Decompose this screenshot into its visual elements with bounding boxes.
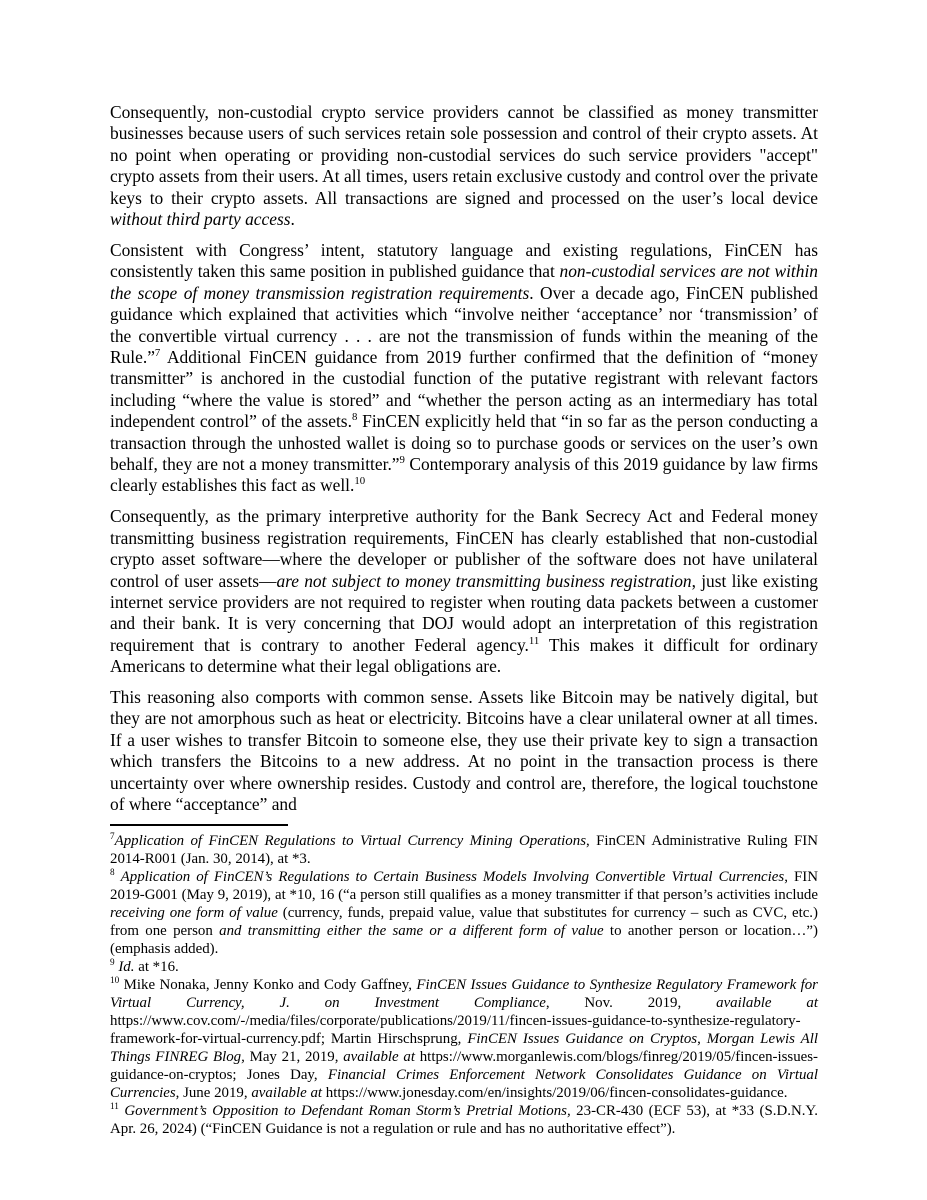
body-paragraph <box>110 687 818 815</box>
footnote-separator <box>110 824 288 826</box>
text-run: https://www.cov.com/-/media/files/corporate/publications/2019/11/fincen-issues-guidance-to-synthesize-regulatory-framework-for-virtual-currency.pdf <box>110 1012 801 1047</box>
italic-run: Application of FinCEN’s Regulations to Certain Business Models Involving Convertible Virtual Currencies <box>120 868 785 885</box>
text-run: This reasoning also comports with common sense. Assets like Bitcoin may be natively digital, but they are not amorphous such as heat or electricity. Bitcoins have a clear unilateral owner at all times. If a user wishes to transfer Bitcoin to someone else, they use their private key to sign a transaction which transfers the Bitcoins to a new address. At no point in the transaction process is there uncertainty over where ownership resides. Custody and control are, therefore, the logical touchstone of where “acceptance” and <box>110 687 818 815</box>
footnote <box>110 832 818 868</box>
footnote <box>110 976 818 1102</box>
footnote <box>110 868 818 958</box>
text-run: (currency, funds, prepaid value, value that substitutes for currency – such as CVC, etc.) from one person <box>110 904 818 939</box>
italic-run: Morgan Lewis All Things FINREG Blog, <box>110 1030 818 1065</box>
italic-run: available at <box>716 994 819 1011</box>
text-run: . Over a decade ago, FinCEN published guidance which explained that activities which “involve neither ‘acceptance’ nor ‘transmission’ of the convertible virtual currency . . . are not the transmission of funds within the meaning of the Rule.” <box>110 282 818 367</box>
text-run: ; Martin Hirschsprung, <box>320 1030 468 1047</box>
italic-run: Financial Crimes Enforcement Network Consolidates Guidance on Virtual Currencies <box>110 1066 818 1101</box>
italic-run: available at <box>251 1084 323 1101</box>
text-run: Contemporary analysis of this 2019 guidance by law firms clearly establishes this fact as well. <box>110 454 818 496</box>
italic-run: Government’s Opposition to Defendant Roman Storm’s Pretrial Motions, <box>124 1102 571 1119</box>
footnote <box>110 958 818 976</box>
text-run: Consistent with Congress’ intent, statutory language and existing regulations, FinCEN has consistently taken this same position in published guidance that <box>110 239 818 282</box>
body-paragraph <box>110 240 818 497</box>
text-run: , just like existing internet service providers are not required to register when routing data packets between a customer and their bank. It is very concerning that DOJ would adopt an interpretation of this registration requirement that is contrary to another Federal agency. <box>110 570 819 655</box>
italic-run: FinCEN Issues Guidance to Synthesize Regulatory Framework for Virtual Currency, J. on Investment Compliance <box>110 976 818 1011</box>
footnotes-section <box>110 832 818 1138</box>
italic-run: receiving one form of value <box>110 904 278 921</box>
body-paragraph <box>110 102 818 230</box>
italic-run: without third party access <box>110 209 291 230</box>
text-run: Consequently, non-custodial crypto service providers cannot be classified as money transmitter businesses because users of such services retain sole possession and control of their crypto assets. At no point when operating or providing non-custodial services do such service providers "accept" crypto assets from their users. At all times, users retain exclusive custody and control over the private keys to their crypto assets. All transactions are signed and processed on the user’s local device <box>110 102 818 208</box>
italic-run: Id. <box>118 958 135 975</box>
text-run: https://www.morganlewis.com/blogs/finreg/2019/05/fincen-issues-guidance-on-cryptos; Jones Day, <box>110 1048 819 1083</box>
text-run: , June 2019, <box>175 1084 252 1101</box>
text-run: , <box>697 1030 707 1047</box>
footnote-ref: 11 <box>528 634 540 647</box>
text-run: May 21, 2019, <box>244 1048 344 1065</box>
italic-run: are not subject to money transmitting business registration <box>276 570 692 591</box>
text-run: Consequently, as the primary interpretive authority for the Bank Secrecy Act and Federal money transmitting business registration requirements, FinCEN has clearly established that non-custodial crypto asset software—where the developer or publisher of the software does not have unilateral control of user assets— <box>110 506 818 591</box>
italic-run: available at <box>343 1048 415 1065</box>
body-paragraph <box>110 506 818 677</box>
footnote-ref: 10 <box>110 974 120 985</box>
text-run: to another person or location…”) (emphasis added). <box>110 922 818 957</box>
footnote-ref: 8 <box>110 866 115 877</box>
text-run: https://www.jonesday.com/en/insights/2019/06/fincen-consolidates-guidance. <box>322 1084 788 1101</box>
text-run: FinCEN explicitly held that “in so far as the person conducting a transaction through the unhosted wallet is doing so to purchase goods or services on the user’s own behalf, they are not a money transmitter.” <box>110 411 819 474</box>
text-run: , FIN 2019-G001 (May 9, 2019), at *10, 16 (“a person still qualifies as a money transmitter if that person’s activities include <box>110 868 818 903</box>
italic-run: and transmitting either the same or a different form of value <box>219 922 604 939</box>
text-run: This makes it difficult for ordinary Americans to determine what their legal obligations are. <box>110 634 819 677</box>
footnote-ref: 8 <box>351 411 358 424</box>
text-run: , FinCEN Administrative Ruling FIN 2014-R001 (Jan. 30, 2014), at *3. <box>110 832 818 867</box>
footnote-ref: 7 <box>110 830 115 841</box>
page-content <box>110 102 818 1138</box>
footnote-ref: 9 <box>110 956 115 967</box>
text-run: 23-CR-430 (ECF 53), at *33 (S.D.N.Y. Apr. 26, 2024) (“FinCEN Guidance is not a regulation or rule and has no authoritative effect”). <box>110 1102 818 1137</box>
footnote-ref: 9 <box>399 454 405 467</box>
footnote-ref: 7 <box>154 347 161 360</box>
footnote <box>110 1102 818 1138</box>
text-run: , Nov. 2019, <box>545 994 717 1011</box>
text-run: Mike Nonaka, Jenny Konko and Cody Gaffney, <box>119 976 417 993</box>
document-body <box>110 102 818 816</box>
footnote-ref: 10 <box>354 475 366 488</box>
italic-run: Application of FinCEN Regulations to Virtual Currency Mining Operations <box>114 832 586 849</box>
text-run: . <box>290 209 295 230</box>
footnote-ref: 11 <box>110 1100 119 1111</box>
text-run: at *16. <box>134 958 179 975</box>
italic-run: non-custodial services are not within the scope of money transmission registration requirements <box>110 261 818 303</box>
italic-run: FinCEN Issues Guidance on Cryptos <box>467 1030 698 1047</box>
text-run: Additional FinCEN guidance from 2019 further confirmed that the definition of “money transmitter” is anchored in the custodial function of the putative registrant with relevant factors including “where the value is stored” and “whether the person acting as an intermediary has total independent control” of the assets. <box>110 346 818 432</box>
